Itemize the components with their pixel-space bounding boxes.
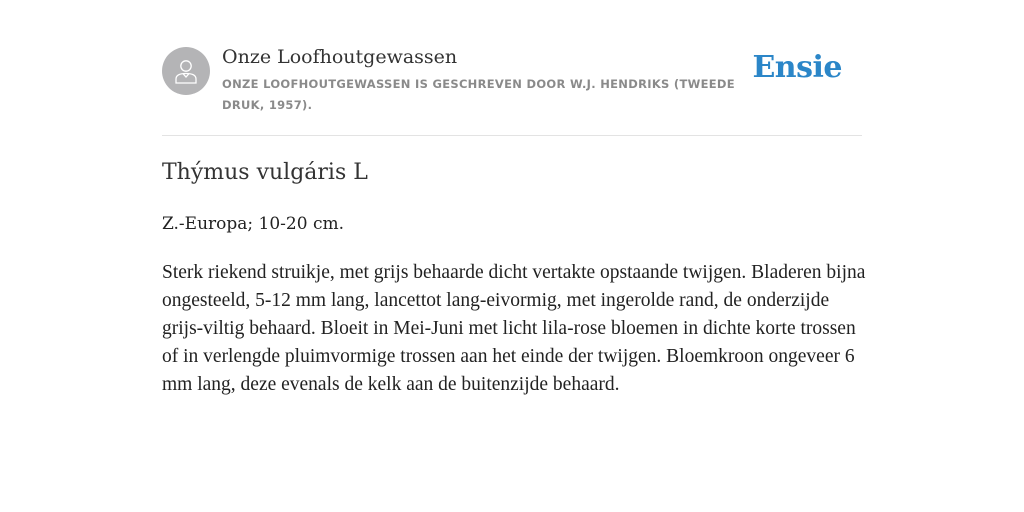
source-header [162,44,862,124]
divider [162,135,862,136]
user-silhouette-icon [162,47,210,95]
entry-title: Thýmus vulgáris L [162,160,368,185]
entry-description: Sterk riekend struikje, met grijs behaarde dicht vertakte opstaande twijgen. Bladeren bijna ongesteeld, 5-12 mm lang, lancettot lang-eivormig, met ingerolde rand, de onderzijde grijs-viltig behaard. Bloeit in Mei-Juni met licht lila-rose bloemen in dichte korte trossen of in verlengde pluimvormige trossen aan het einde der twijgen. Bloemkroon ongeveer 6 mm lang, deze evenals de kelk aan de buitenzijde behaard. [162,262,866,395]
source-subtitle: ONZE LOOFHOUTGEWASSEN IS GESCHREVEN DOOR W.J. HENDRIKS (TWEEDE DRUK, 1957). [222,77,735,112]
entry-distribution: Z.-Europa; 10-20 cm. [162,214,344,234]
ensie-logo[interactable]: Ensie [752,50,842,85]
source-title[interactable]: Onze Loofhoutgewassen [222,46,458,68]
